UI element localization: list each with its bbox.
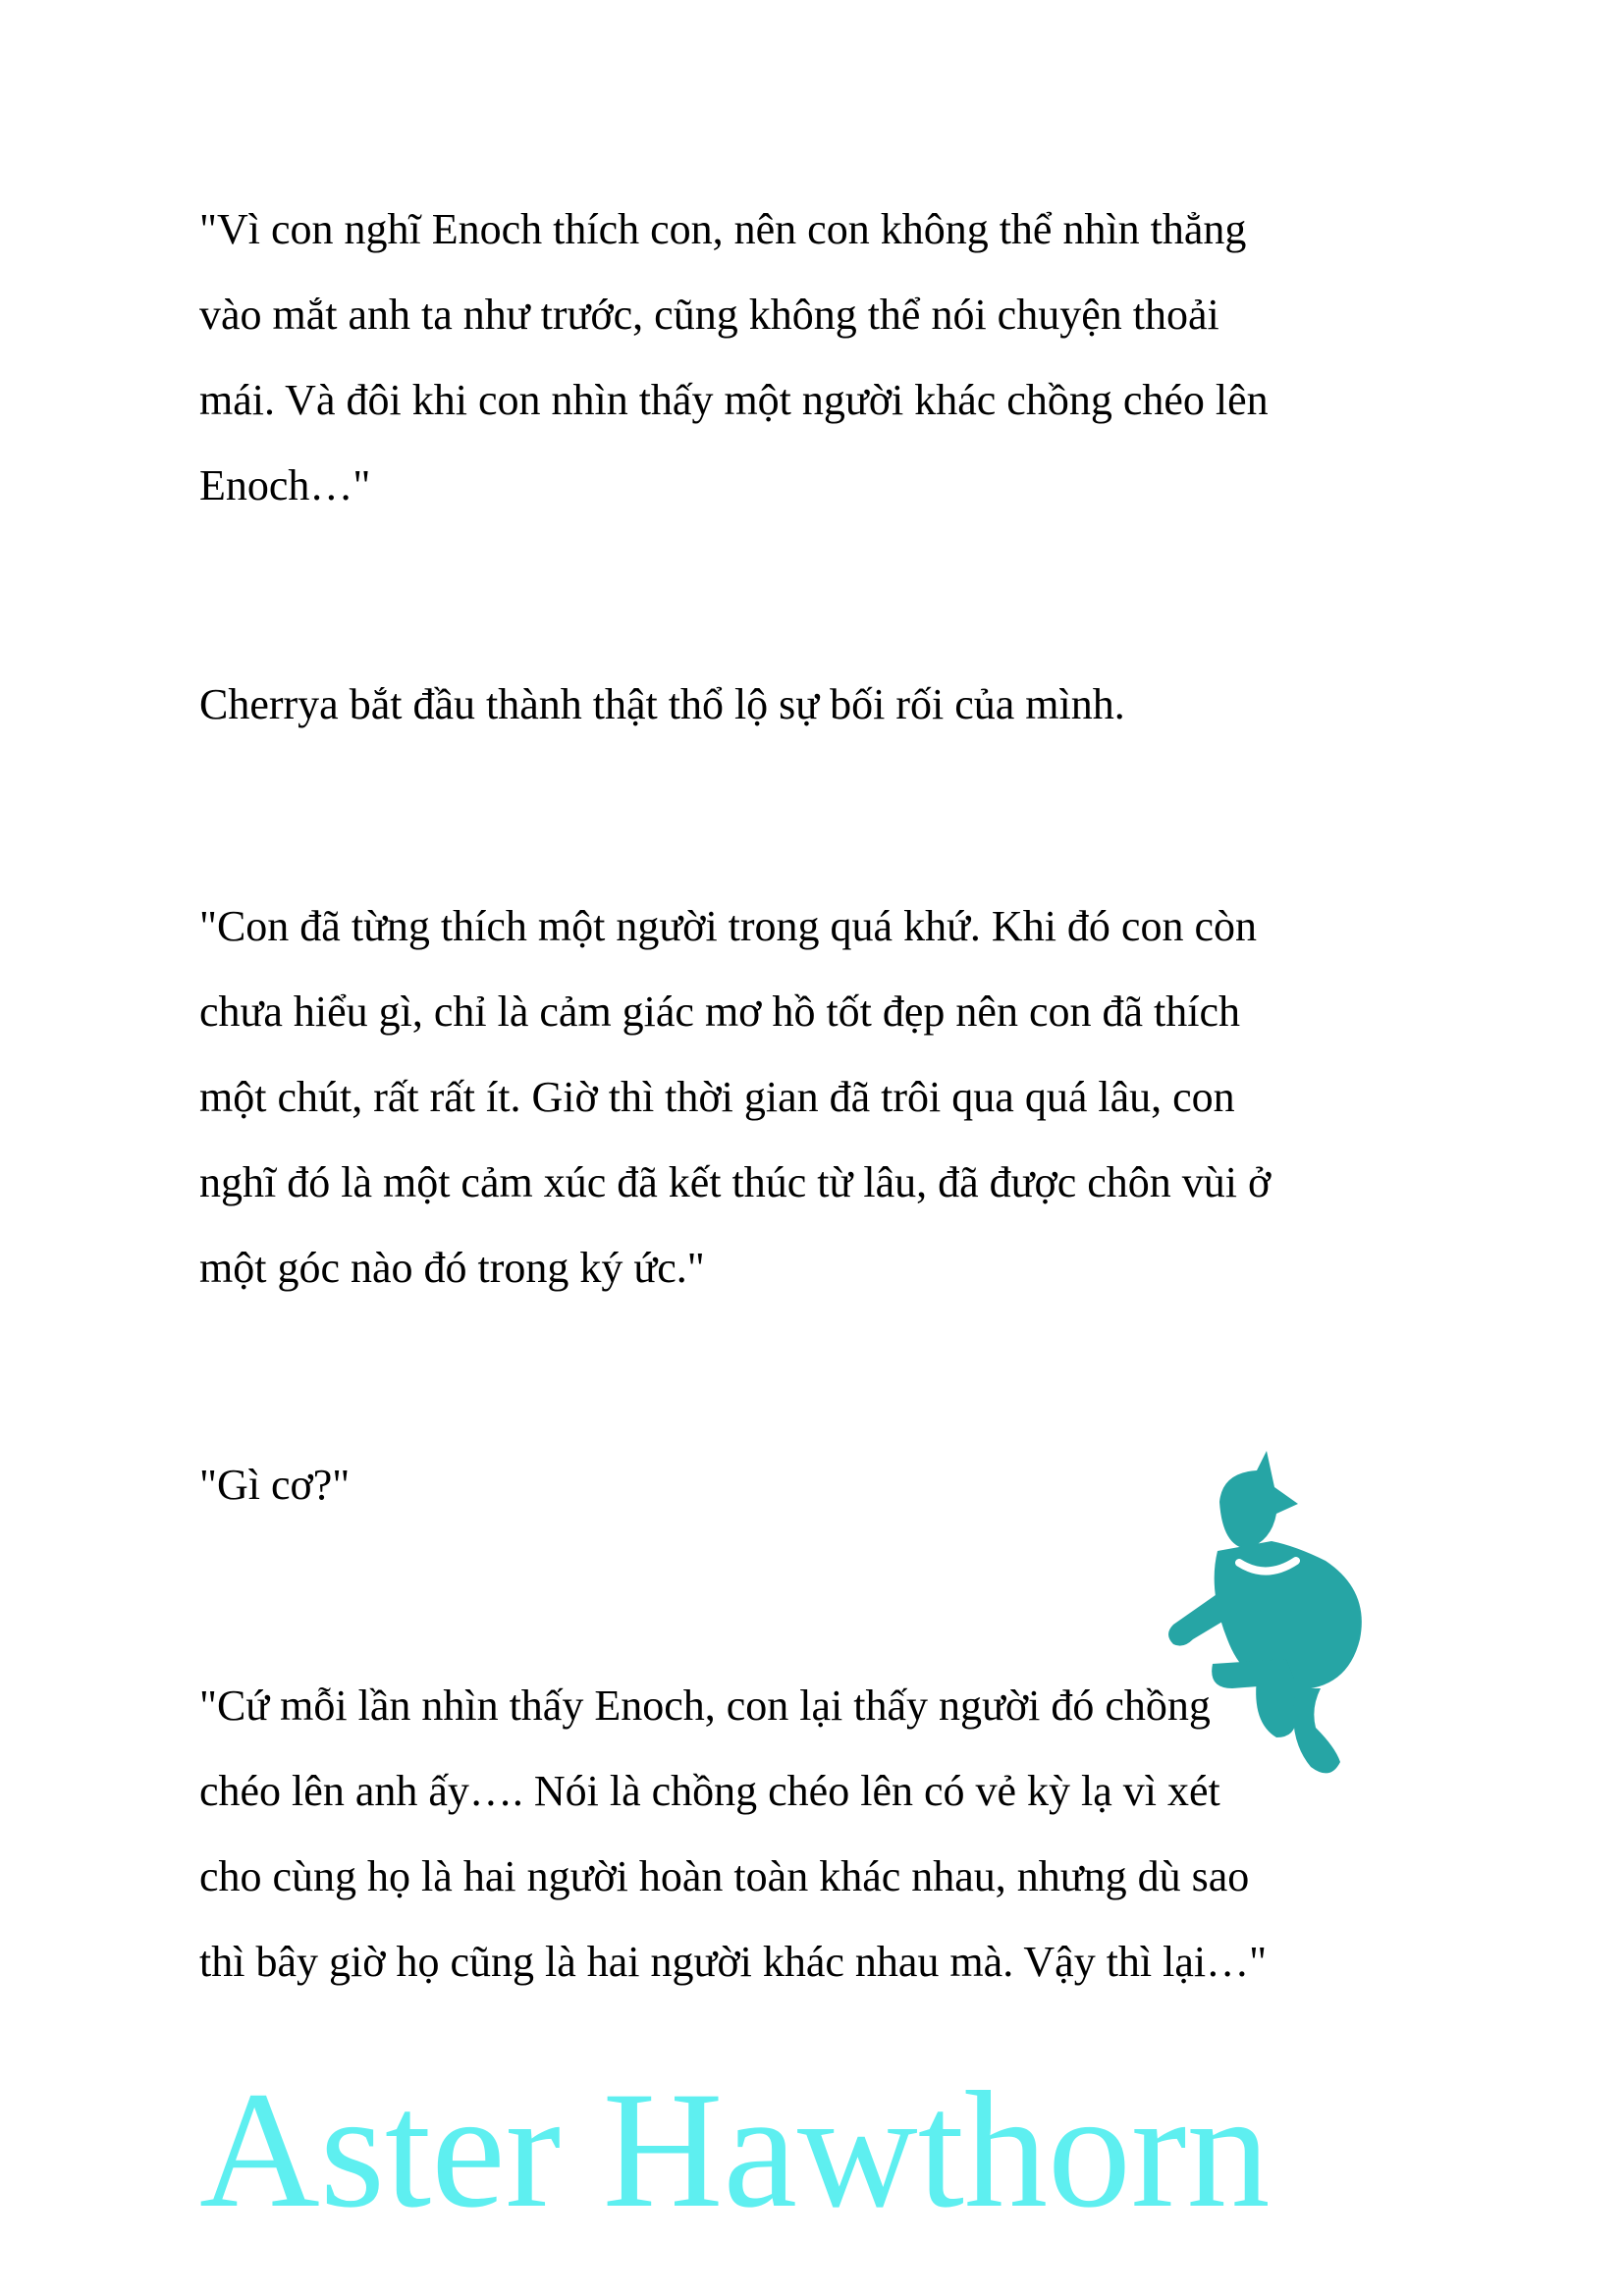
text-line: một chút, rất rất ít. Giờ thì thời gian đã trôi qua quá lâu, con xyxy=(199,1073,1235,1121)
paragraph-1 xyxy=(199,187,1269,528)
text-line: Cherrya bắt đầu thành thật thổ lộ sự bối rối của mình. xyxy=(199,680,1125,728)
text-line: vào mắt anh ta như trước, cũng không thể nói chuyện thoải xyxy=(199,291,1219,339)
paragraph-4 xyxy=(199,1442,350,1527)
paragraph-3 xyxy=(199,883,1271,1310)
cat-icon xyxy=(1149,1443,1394,1777)
text-line: "Con đã từng thích một người trong quá khứ. Khi đó con còn xyxy=(199,902,1257,950)
text-line: nghĩ đó là một cảm xúc đã kết thúc từ lâu, đã được chôn vùi ở xyxy=(199,1158,1272,1206)
text-line: Enoch…" xyxy=(199,461,371,509)
text-line: "Cứ mỗi lần nhìn thấy Enoch, con lại thấy người đó chồng xyxy=(199,1682,1211,1730)
text-line: "Vì con nghĩ Enoch thích con, nên con không thể nhìn thẳng xyxy=(199,205,1247,253)
text-line: cho cùng họ là hai người hoàn toàn khác nhau, nhưng dù sao xyxy=(199,1852,1250,1900)
watermark-text: Aster Hawthorn xyxy=(199,2057,1271,2242)
paragraph-2 xyxy=(199,662,1125,747)
paragraph-5 xyxy=(199,1663,1267,2004)
text-line: "Gì cơ?" xyxy=(199,1461,351,1509)
text-line: thì bây giờ họ cũng là hai người khác nhau mà. Vậy thì lại…" xyxy=(199,1938,1268,1986)
text-line: chưa hiểu gì, chỉ là cảm giác mơ hồ tốt đẹp nên con đã thích xyxy=(199,988,1240,1036)
text-line: một góc nào đó trong ký ức." xyxy=(199,1244,705,1292)
text-line: chéo lên anh ấy…. Nói là chồng chéo lên có vẻ kỳ lạ vì xét xyxy=(199,1767,1220,1815)
text-line: mái. Và đôi khi con nhìn thấy một người khác chồng chéo lên xyxy=(199,376,1269,424)
